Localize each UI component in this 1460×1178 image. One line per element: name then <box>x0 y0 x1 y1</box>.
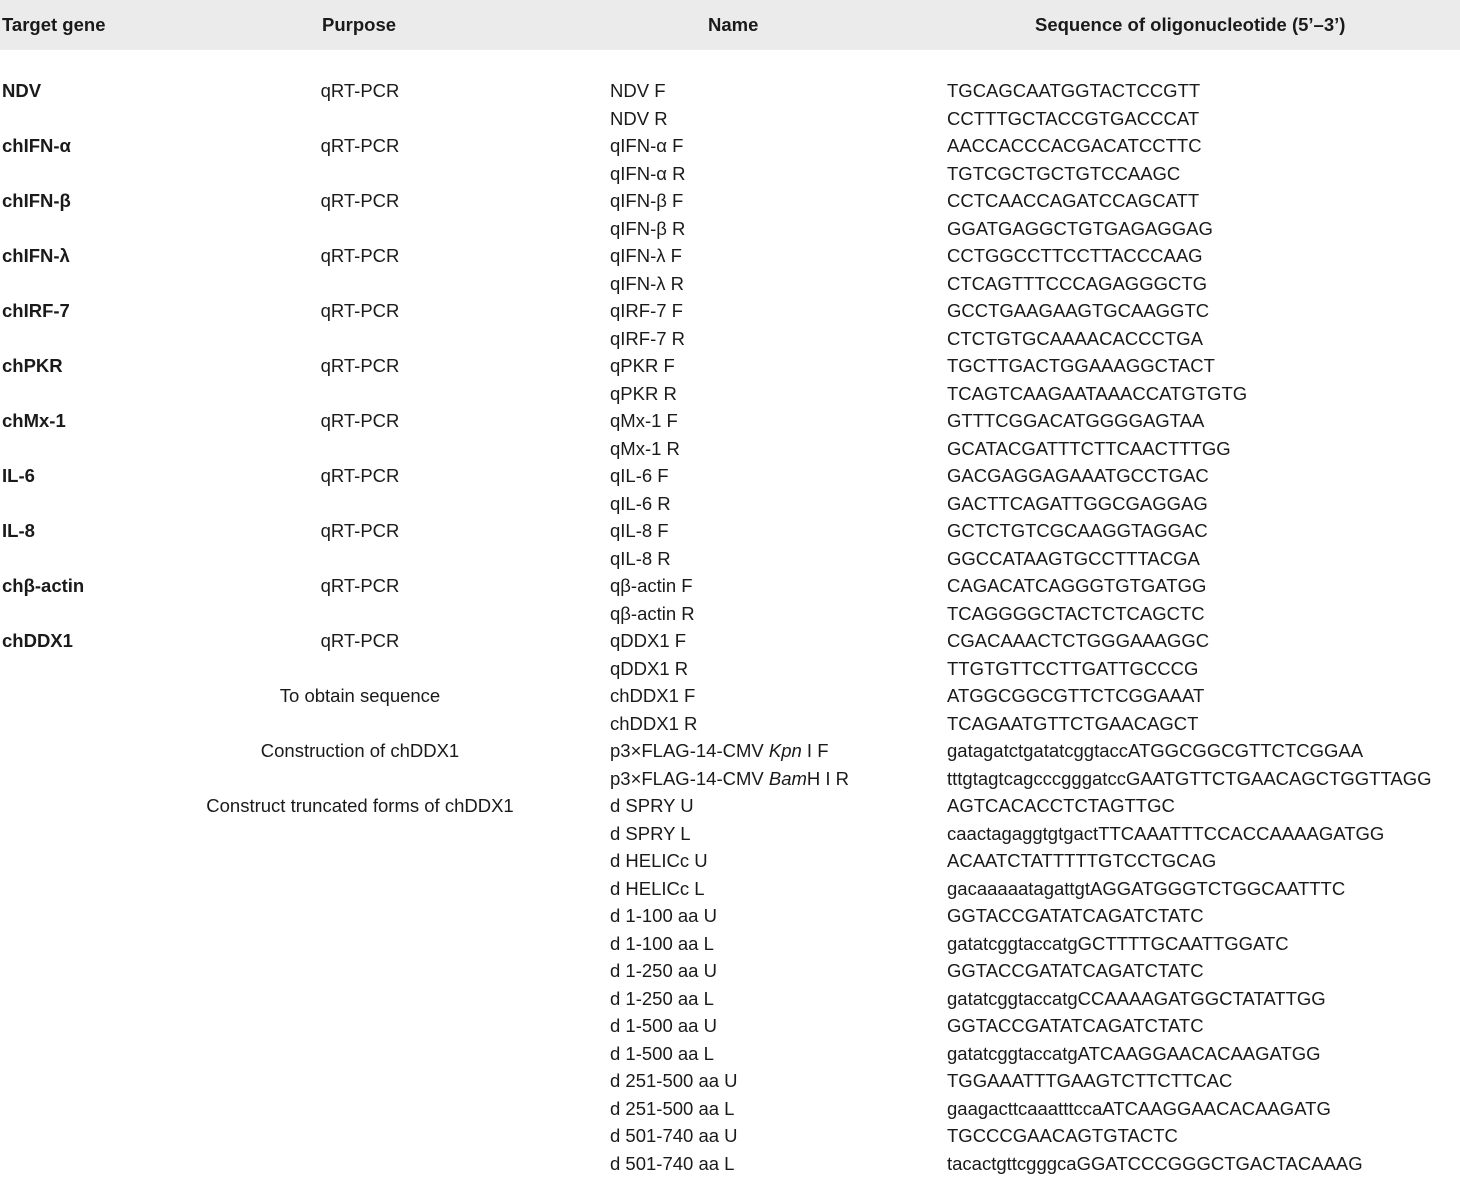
cell-sequence: TGTCGCTGCTGTCCAAGC <box>947 162 1181 184</box>
table-row <box>0 958 1460 986</box>
cell-purpose: qRT-PCR <box>320 80 400 102</box>
table-row <box>0 490 1460 518</box>
table-row <box>0 105 1460 133</box>
cell-purpose <box>170 930 610 958</box>
primer-name-enzyme: Bam <box>768 767 807 789</box>
cell-target-gene: chIFN-β <box>2 190 71 212</box>
table-spacer-row <box>0 50 1460 78</box>
cell-primer-name: d SPRY L <box>610 822 691 844</box>
table-row <box>0 848 1460 876</box>
cell-primer-name: qIFN-β F <box>610 190 684 212</box>
cell-purpose <box>170 655 610 683</box>
cell-purpose <box>170 490 610 518</box>
cell-target-gene <box>0 683 170 711</box>
cell-sequence: CCTTTGCTACCGTGACCCAT <box>947 107 1200 129</box>
cell-purpose: qRT-PCR <box>320 355 400 377</box>
cell-sequence: GCTCTGTCGCAAGGTAGGAC <box>947 520 1208 542</box>
cell-purpose: Construct truncated forms of chDDX1 <box>206 795 514 817</box>
cell-target-gene <box>0 1013 170 1041</box>
cell-target-gene <box>0 1068 170 1096</box>
cell-target-gene <box>0 710 170 738</box>
cell-sequence: CAGACATCAGGGTGTGATGG <box>947 575 1207 597</box>
cell-target-gene: IL-8 <box>2 520 35 542</box>
cell-purpose <box>170 105 610 133</box>
primer-name-enzyme: Kpn <box>768 740 802 762</box>
cell-purpose <box>170 765 610 793</box>
cell-target-gene <box>0 1040 170 1068</box>
table-row <box>0 1150 1460 1178</box>
cell-purpose: qRT-PCR <box>320 300 400 322</box>
cell-primer-name: qIFN-α R <box>610 162 686 184</box>
cell-primer-name: qPKR F <box>610 355 675 377</box>
cell-target-gene <box>0 1150 170 1178</box>
cell-purpose <box>170 1095 610 1123</box>
cell-sequence: TGCCCGAACAGTGTACTC <box>947 1125 1178 1147</box>
cell-sequence: gaagacttcaaatttccaATCAAGGAACACAAGATG <box>947 1097 1331 1119</box>
table-row <box>0 270 1460 298</box>
table-row <box>0 518 1460 546</box>
table-row <box>0 1123 1460 1151</box>
cell-sequence: caactagaggtgtgactTTCAAATTTCCACCAAAAGATGG <box>947 822 1385 844</box>
table-row <box>0 298 1460 326</box>
cell-target-gene: chDDX1 <box>2 630 73 652</box>
cell-target-gene <box>0 985 170 1013</box>
cell-primer-name: d 251-500 aa U <box>610 1070 738 1092</box>
cell-primer-name <box>610 738 947 766</box>
cell-sequence: TCAGAATGTTCTGAACAGCT <box>947 712 1199 734</box>
cell-primer-name: d 501-740 aa L <box>610 1152 735 1174</box>
cell-sequence: TCAGGGGCTACTCTCAGCTC <box>947 602 1205 624</box>
table-row <box>0 408 1460 436</box>
cell-purpose <box>170 545 610 573</box>
cell-purpose: To obtain sequence <box>279 685 441 707</box>
cell-purpose: qRT-PCR <box>320 245 400 267</box>
cell-sequence: gatatcggtaccatgCCAAAAGATGGCTATATTGG <box>947 987 1326 1009</box>
table-row <box>0 78 1460 106</box>
cell-purpose <box>170 435 610 463</box>
cell-primer-name: qIRF-7 F <box>610 300 683 322</box>
cell-sequence: CTCAGTTTCCCAGAGGGCTG <box>947 272 1208 294</box>
table-row <box>0 793 1460 821</box>
table-row <box>0 710 1460 738</box>
cell-primer-name: qIFN-β R <box>610 217 686 239</box>
cell-primer-name: qIL-8 R <box>610 547 671 569</box>
table-row <box>0 188 1460 216</box>
cell-target-gene <box>0 545 170 573</box>
table-row <box>0 380 1460 408</box>
cell-primer-name: d 1-100 aa U <box>610 905 717 927</box>
table-row <box>0 1068 1460 1096</box>
header-target-gene: Target gene <box>2 14 106 35</box>
cell-sequence: TTGTGTTCCTTGATTGCCCG <box>947 657 1199 679</box>
table-header-row <box>0 0 1460 50</box>
cell-target-gene <box>0 325 170 353</box>
table-row <box>0 875 1460 903</box>
cell-purpose <box>170 160 610 188</box>
cell-sequence: GACTTCAGATTGGCGAGGAG <box>947 492 1208 514</box>
cell-sequence: gatatcggtaccatgATCAAGGAACACAAGATGG <box>947 1042 1321 1064</box>
cell-primer-name: qIL-6 R <box>610 492 671 514</box>
cell-primer-name: qPKR R <box>610 382 677 404</box>
cell-target-gene: chMx-1 <box>2 410 66 432</box>
cell-target-gene <box>0 655 170 683</box>
cell-target-gene: NDV <box>2 80 42 102</box>
cell-sequence: CCTGGCCTTCCTTACCCAAG <box>947 245 1203 267</box>
cell-target-gene <box>0 105 170 133</box>
cell-sequence: CGACAAACTCTGGGAAAGGC <box>947 630 1210 652</box>
cell-primer-name: qMx-1 R <box>610 437 680 459</box>
cell-target-gene <box>0 765 170 793</box>
cell-sequence: GTTTCGGACATGGGGAGTAA <box>947 410 1205 432</box>
cell-primer-name: d 1-250 aa L <box>610 987 714 1009</box>
cell-primer-name: d SPRY U <box>610 795 694 817</box>
cell-primer-name: chDDX1 F <box>610 685 696 707</box>
table-row <box>0 1013 1460 1041</box>
table-row <box>0 765 1460 793</box>
cell-target-gene <box>0 160 170 188</box>
cell-primer-name: NDV R <box>610 107 668 129</box>
cell-primer-name: qIFN-λ R <box>610 272 684 294</box>
cell-sequence: gacaaaaatagattgtAGGATGGGTCTGGCAATTTC <box>947 877 1346 899</box>
cell-sequence: tttgtagtcagcccgggatccGAATGTTCTGAACAGCTGGTTAGG <box>947 767 1432 789</box>
cell-purpose: Construction of chDDX1 <box>260 740 460 762</box>
table-row <box>0 545 1460 573</box>
cell-purpose <box>170 1040 610 1068</box>
cell-target-gene <box>0 958 170 986</box>
table-row <box>0 160 1460 188</box>
cell-purpose <box>170 380 610 408</box>
cell-purpose <box>170 1150 610 1178</box>
primer-name-suffix: I F <box>801 740 829 762</box>
cell-purpose: qRT-PCR <box>320 520 400 542</box>
cell-target-gene <box>0 380 170 408</box>
cell-primer-name: d HELICc U <box>610 850 708 872</box>
cell-sequence: GCATACGATTTCTTCAACTTTGG <box>947 437 1231 459</box>
table-row <box>0 930 1460 958</box>
cell-purpose <box>170 1068 610 1096</box>
cell-target-gene <box>0 903 170 931</box>
cell-purpose <box>170 710 610 738</box>
cell-primer-name: qβ-actin F <box>610 575 693 597</box>
cell-sequence: AACCACCCACGACATCCTTC <box>947 135 1202 157</box>
cell-primer-name: d 1-500 aa U <box>610 1015 717 1037</box>
cell-target-gene: chIFN-α <box>2 135 71 157</box>
cell-sequence: GGTACCGATATCAGATCTATC <box>947 1015 1204 1037</box>
table-row <box>0 903 1460 931</box>
cell-target-gene: chIFN-λ <box>2 245 70 267</box>
cell-primer-name: qMx-1 F <box>610 410 678 432</box>
cell-purpose <box>170 848 610 876</box>
cell-primer-name: d 1-500 aa L <box>610 1042 714 1064</box>
cell-target-gene <box>0 270 170 298</box>
cell-primer-name: d 1-250 aa U <box>610 960 717 982</box>
cell-sequence: gatagatctgatatcggtaccATGGCGGCGTTCTCGGAA <box>947 740 1364 762</box>
cell-primer-name: d 1-100 aa L <box>610 932 714 954</box>
cell-sequence: GGATGAGGCTGTGAGAGGAG <box>947 217 1213 239</box>
cell-target-gene <box>0 848 170 876</box>
cell-sequence: GGTACCGATATCAGATCTATC <box>947 960 1204 982</box>
cell-primer-name: qIFN-λ F <box>610 245 682 267</box>
cell-target-gene: IL-6 <box>2 465 35 487</box>
cell-purpose <box>170 1013 610 1041</box>
cell-sequence: GGTACCGATATCAGATCTATC <box>947 905 1204 927</box>
cell-sequence: tacactgttcgggcaGGATCCCGGGCTGACTACAAAG <box>947 1152 1363 1174</box>
cell-primer-name: qDDX1 R <box>610 657 689 679</box>
table-body <box>0 50 1460 1178</box>
cell-sequence: GCCTGAAGAAGTGCAAGGTC <box>947 300 1210 322</box>
cell-sequence: ATGGCGGCGTTCTCGGAAAT <box>947 685 1205 707</box>
table-row <box>0 353 1460 381</box>
cell-primer-name: d 501-740 aa U <box>610 1125 738 1147</box>
cell-sequence: CTCTGTGCAAAACACCCTGA <box>947 327 1203 349</box>
table-row <box>0 243 1460 271</box>
table-row <box>0 463 1460 491</box>
cell-purpose: qRT-PCR <box>320 190 400 212</box>
cell-purpose <box>170 985 610 1013</box>
table-row <box>0 655 1460 683</box>
header-name: Name <box>708 14 759 35</box>
cell-target-gene <box>0 1123 170 1151</box>
table-row <box>0 1095 1460 1123</box>
cell-purpose <box>170 820 610 848</box>
table-row <box>0 820 1460 848</box>
table-row <box>0 738 1460 766</box>
cell-target-gene <box>0 930 170 958</box>
cell-purpose: qRT-PCR <box>320 630 400 652</box>
cell-primer-name <box>610 765 947 793</box>
cell-sequence: GACGAGGAGAAATGCCTGAC <box>947 465 1209 487</box>
cell-purpose: qRT-PCR <box>320 575 400 597</box>
cell-target-gene: chIRF-7 <box>2 300 70 322</box>
table-row <box>0 215 1460 243</box>
cell-target-gene <box>0 1095 170 1123</box>
cell-primer-name: chDDX1 R <box>610 712 698 734</box>
cell-purpose <box>170 215 610 243</box>
primer-name-suffix: H I R <box>806 767 850 789</box>
table-row <box>0 435 1460 463</box>
header-purpose: Purpose <box>322 14 397 35</box>
cell-purpose <box>170 875 610 903</box>
cell-target-gene <box>0 875 170 903</box>
table-row <box>0 1040 1460 1068</box>
cell-primer-name: qIL-6 F <box>610 465 669 487</box>
table-row <box>0 985 1460 1013</box>
cell-primer-name: qIFN-α F <box>610 135 684 157</box>
primer-name-prefix: p3×FLAG-14-CMV <box>610 740 769 762</box>
cell-primer-name: qIL-8 F <box>610 520 669 542</box>
cell-target-gene: chβ-actin <box>2 575 85 597</box>
cell-purpose <box>170 270 610 298</box>
cell-target-gene <box>0 490 170 518</box>
cell-sequence: CCTCAACCAGATCCAGCATT <box>947 190 1200 212</box>
table-row <box>0 683 1460 711</box>
cell-purpose <box>170 958 610 986</box>
cell-primer-name: qβ-actin R <box>610 602 695 624</box>
cell-sequence: TCAGTCAAGAATAAACCATGTGTG <box>947 382 1248 404</box>
cell-sequence: ACAATCTATTTTTGTCCTGCAG <box>947 850 1217 872</box>
cell-primer-name: d 251-500 aa L <box>610 1097 735 1119</box>
cell-primer-name: d HELICc L <box>610 877 705 899</box>
primer-name-prefix: p3×FLAG-14-CMV <box>610 767 769 789</box>
table-row <box>0 628 1460 656</box>
cell-sequence: TGCAGCAATGGTACTCCGTT <box>947 80 1201 102</box>
table-row <box>0 133 1460 161</box>
cell-sequence: GGCCATAAGTGCCTTTACGA <box>947 547 1200 569</box>
cell-target-gene <box>0 738 170 766</box>
cell-sequence: TGGAAATTTGAAGTCTTCTTCAC <box>947 1070 1233 1092</box>
cell-target-gene <box>0 793 170 821</box>
cell-sequence: AGTCACACCTCTAGTTGC <box>947 795 1175 817</box>
cell-primer-name: qDDX1 F <box>610 630 687 652</box>
cell-target-gene <box>0 820 170 848</box>
cell-target-gene <box>0 600 170 628</box>
cell-sequence: TGCTTGACTGGAAAGGCTACT <box>947 355 1215 377</box>
table-row <box>0 573 1460 601</box>
cell-target-gene: chPKR <box>2 355 63 377</box>
cell-purpose: qRT-PCR <box>320 135 400 157</box>
cell-target-gene <box>0 435 170 463</box>
cell-primer-name: qIRF-7 R <box>610 327 686 349</box>
cell-purpose: qRT-PCR <box>320 465 400 487</box>
cell-sequence: gatatcggtaccatgGCTTTTGCAATTGGATC <box>947 932 1289 954</box>
cell-target-gene <box>0 215 170 243</box>
cell-purpose <box>170 325 610 353</box>
table-row <box>0 325 1460 353</box>
cell-purpose: qRT-PCR <box>320 410 400 432</box>
cell-purpose <box>170 903 610 931</box>
table-row <box>0 600 1460 628</box>
cell-purpose <box>170 600 610 628</box>
cell-primer-name: NDV F <box>610 80 666 102</box>
header-sequence: Sequence of oligonucleotide (5’–3’) <box>1035 14 1346 35</box>
cell-purpose <box>170 1123 610 1151</box>
